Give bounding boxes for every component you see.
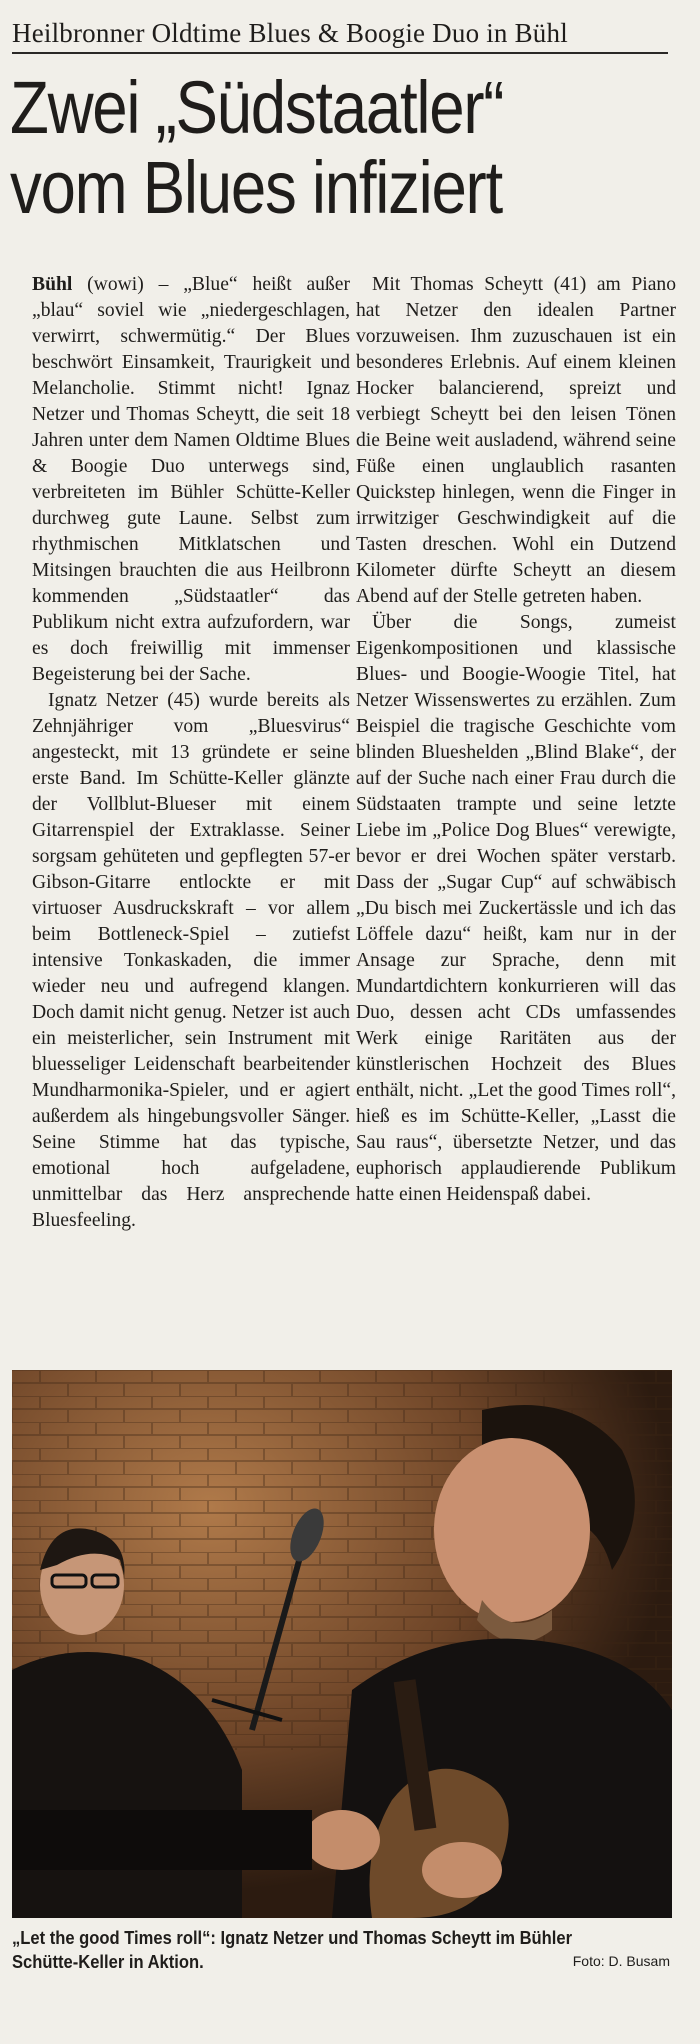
- article-column-left: [32, 272, 350, 1234]
- paragraph-2: Ignatz Netzer (45) wurde bereits als Zehnjähriger vom „Bluesvirus“ angesteckt, mit 13 gründete er seine erste Band. Im Schütte-Keller glänzte der Vollblut-Blueser mit einem Gitarrenspiel der Extraklasse. Seiner sorgsam gehüteten und gepflegten 57-er Gibson-Gitarre entlockte er mit virtuoser Ausdruckskraft – vor allem beim Bottleneck-Spiel – zutiefst intensive Tonkaskaden, die immer wieder neu und aufregend klangen. Doch damit nicht genug. Netzer ist auch ein meisterlicher, sein Instrument mit bluesseliger Leidenschaft bearbeitender Mundharmonika-Spieler, und er agiert außerdem als hingebungsvoller Sänger. Seine Stimme hat das typische, emotional hoch aufgeladene, unmittelbar das Herz ansprechende Bluesfeeling.: [32, 690, 350, 1231]
- paragraph-3: Mit Thomas Scheytt (41) am Piano hat Netzer den idealen Partner vorzuweisen. Ihm zuzuschauen ist ein besonderes Erlebnis. Auf einem kleinen Hocker balancierend, spreizt und verbiegt Scheytt bei den leisen Tönen die Beine weit ausladend, während seine Füße einen unglaublich rasanten Quickstep hinlegen, wenn die Finger in irrwitziger Geschwindigkeit auf die Tasten dreschen. Wohl ein Dutzend Kilometer dürfte Scheytt an diesem Abend auf der Stelle getreten haben.: [356, 274, 676, 607]
- photo-caption: „Let the good Times roll“: Ignatz Netzer und Thomas Scheytt im Bühler Schütte-Keller in Aktion.: [12, 1928, 573, 1972]
- headline-line-2: vom Blues infiziert: [10, 146, 502, 229]
- headline-line-1: Zwei „Südstaatler“: [10, 66, 504, 149]
- article-headline: [10, 68, 595, 228]
- paragraph-1-text: (wowi) – „Blue“ heißt außer „blau“ soviel wie „niedergeschlagen, verwirrt, schwermütig.“ Der Blues beschwört Einsamkeit, Traurigkeit und Melancholie. Stimmt nicht! Ignaz Netzer und Thomas Scheytt, die seit 18 Jahren unter dem Namen Oldtime Blues & Boogie Duo unterwegs sind, verbreiteten im Bühler Schütte-Keller durchweg gute Laune. Selbst zum rhythmischen Mitklatschen und Mitsingen brauchten die aus Heilbronn kommenden „Südstaatler“ das Publikum nicht extra aufzufordern, war es doch freiwillig mit immenser Begeisterung bei der Sache.: [32, 274, 350, 685]
- concert-photo: [12, 1370, 672, 1918]
- article-kicker: Heilbronner Oldtime Blues & Boogie Duo in Bühl: [12, 16, 668, 54]
- article-column-right: [356, 272, 676, 1208]
- photo-credit: Foto: D. Busam: [572, 1953, 670, 1969]
- concert-photo-image: [12, 1370, 672, 1918]
- dateline: Bühl: [32, 274, 73, 295]
- paragraph-4: Über die Songs, zumeist Eigenkompositionen und klassische Blues- und Boogie-Woogie Titel, hat Netzer Wissenswertes zu erzählen. Zum Beispiel die tragische Geschichte vom blinden Blueshelden „Blind Blake“, der auf der Suche nach einer Frau durch die Südstaaten trampte und seine letzte Liebe im „Police Dog Blues“ verewigte, bevor er drei Wochen später verstarb. Dass der „Sugar Cup“ auf schwäbisch „Du bisch mei Zuckertässle und ich das Löffele dazu“ heißt, kam nur in der Ansage zur Sprache, denn mit Mundartdichtern konkurrieren will das Duo, dessen acht CDs umfassendes Werk einige Raritäten aus der künstlerischen Hochzeit des Blues enthält, nicht. „Let the good Times roll“, hieß es im Schütte-Keller, „Lasst die Sau raus“, übersetzte Netzer, und das euphorisch applaudierende Publikum hatte einen Heidenspaß dabei.: [356, 612, 676, 1205]
- paragraph-1: [32, 272, 350, 688]
